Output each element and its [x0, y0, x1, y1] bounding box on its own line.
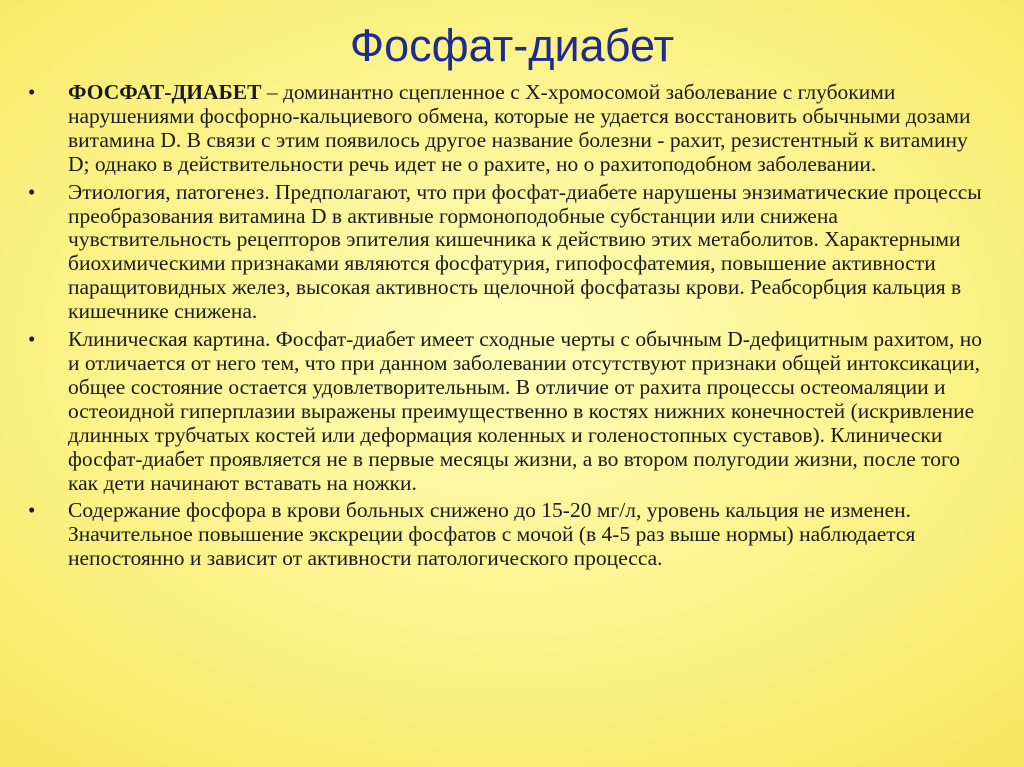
bullet-marker: • [28, 179, 36, 204]
bullet-bold-lead: ФОСФАТ-ДИАБЕТ [68, 80, 262, 104]
bullet-item-lab-findings [28, 499, 988, 571]
bullet-item-clinical [28, 328, 988, 495]
bullet-text [68, 80, 971, 176]
bullet-item-etiology [28, 181, 988, 324]
bullet-list [28, 81, 988, 575]
bullet-body: Этиология, патогенез. Предполагают, что при фосфат-диабете нарушены энзиматические процессы преобразования витамина D в активные гормоноподобные субстанции или снижена чувствительность рецепторов эпителия кишечника к действию этих метаболитов. Характерными биохимическими признаками являются фосфатурия, гипофосфатемия, повышение активности паращитовидных желез, высокая активность щелочной фосфатазы крови. Реабсорбция кальция в кишечнике снижена. [68, 179, 982, 324]
bullet-marker: • [28, 80, 36, 104]
bullet-body: – доминантно сцепленное с Х-хромосомой заболевание с глубокими нарушениями фосфорно-кальциевого обмена, которые не удается восстановить обычными дозами витамина D. В связи с этим появилось другое название болезни - рахит, резистентный к витамину D; однако в действительности речь идет не о рахите, но о рахитоподобном заболевании. [68, 80, 971, 176]
bullet-marker: • [28, 327, 36, 352]
bullet-marker: • [28, 498, 36, 523]
bullet-item-definition [28, 81, 988, 177]
slide-title: Фосфат-диабет [349, 20, 675, 71]
bullet-body: Содержание фосфора в крови больных снижено до 15-20 мг/л, уровень кальция не изменен. Значительное повышение экскреции фосфатов с мочой (в 4-5 раз выше нормы) наблюдается непостоянно и зависит от активности патологического процесса. [68, 498, 916, 571]
bullet-body: Клиническая картина. Фосфат-диабет имеет сходные черты с обычным D-дефицитным рахитом, но и отличается от него тем, что при данном заболевании отсутствуют признаки общей интоксикации, общее состояние остается удовлетворительным. В отличие от рахита процессы остеомаляции и остеоидной гиперплазии выражены преимущественно в костях нижних конечностей (искривление длинных трубчатых костей или деформация коленных и голеностопных суставов). Клинически фосфат-диабет проявляется не в первые месяцы жизни, а во втором полугодии жизни, после того как дети начинают вставать на ножки. [68, 327, 983, 495]
